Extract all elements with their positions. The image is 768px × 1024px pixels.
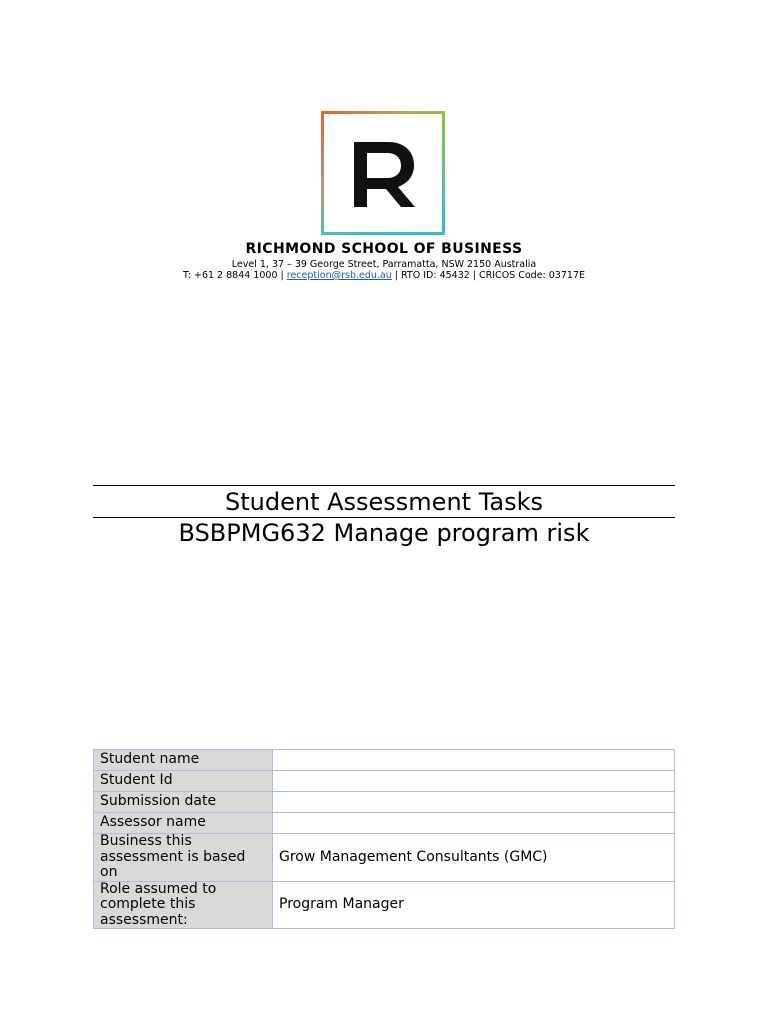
table-row xyxy=(94,792,675,813)
assessor-name-field[interactable] xyxy=(273,813,675,834)
student-id-field[interactable] xyxy=(273,771,675,792)
role-assumed-value: Program Manager xyxy=(273,881,675,929)
table-row xyxy=(94,813,675,834)
submission-date-label: Submission date xyxy=(94,792,273,813)
student-details-table xyxy=(93,749,675,929)
table-row xyxy=(94,834,675,882)
rto-cricos-text: | RTO ID: 45432 | CRICOS Code: 03717E xyxy=(394,270,585,281)
email-link[interactable]: reception@rsb.edu.au xyxy=(286,270,392,281)
table-row xyxy=(94,771,675,792)
role-assumed-label: Role assumed to complete this assessment: xyxy=(94,881,273,929)
student-id-label: Student Id xyxy=(94,771,273,792)
unit-title: BSBPMG632 Manage program risk xyxy=(178,519,590,547)
rsb-logo-icon xyxy=(318,108,448,238)
student-name-label: Student name xyxy=(94,750,273,771)
school-address: Level 1, 37 – 39 George Street, Parramatta, NSW 2150 Australia xyxy=(231,259,537,270)
table-row xyxy=(94,750,675,771)
table-row xyxy=(94,881,675,929)
title-top-rule xyxy=(93,485,675,486)
business-basis-label: Business this assessment is based on xyxy=(94,834,273,882)
assessor-name-label: Assessor name xyxy=(94,813,273,834)
business-basis-value: Grow Management Consultants (GMC) xyxy=(273,834,675,882)
contact-line xyxy=(0,270,768,282)
phone-text: T: +61 2 8844 1000 | xyxy=(183,270,284,281)
school-name: RICHMOND SCHOOL OF BUSINESS xyxy=(245,241,523,257)
submission-date-field[interactable] xyxy=(273,792,675,813)
document-title: Student Assessment Tasks xyxy=(225,488,543,516)
student-name-field[interactable] xyxy=(273,750,675,771)
